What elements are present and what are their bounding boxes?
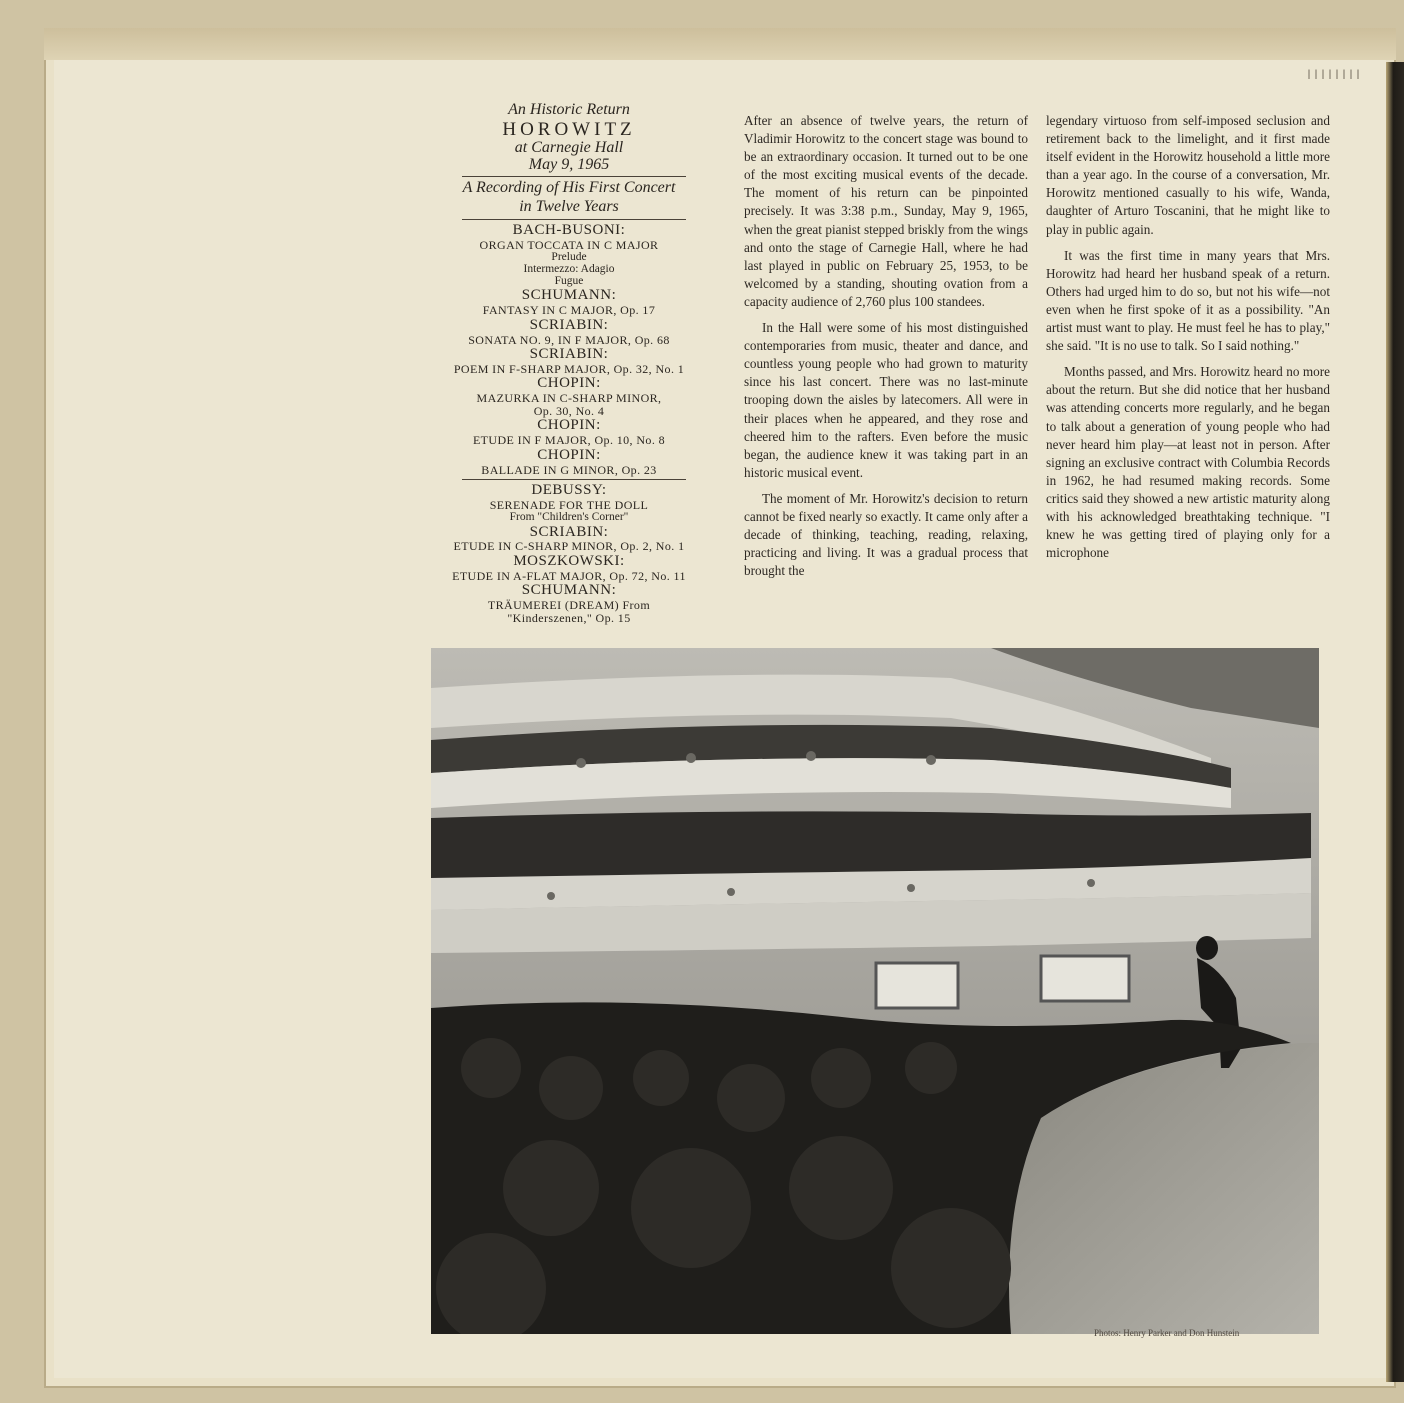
work-title: SONATA NO. 9, IN F MAJOR, Op. 68 [468,332,670,347]
work-title: POEM IN F-SHARP MAJOR, Op. 32, No. 1 [453,361,685,376]
divider [462,176,686,177]
work-title-cont: Op. 30, No. 4 [533,403,605,418]
concert-hall-photo [431,648,1319,1334]
composer: CHOPIN: [537,375,601,392]
movement: Intermezzo: Adagio [523,263,615,276]
title-artist: HOROWITZ [502,118,636,140]
composer: SCHUMANN: [521,582,617,599]
catalog-mark: |||||||| [1305,70,1362,81]
intermission-divider [462,479,686,480]
composer: CHOPIN: [537,417,601,434]
paragraph: legendary virtuoso from self-imposed seclusion and retirement back to the limelight, and it first made itself evident in the Horowitz household a little more than a year ago. In the course of a conversation, Mr. Horowitz mentioned casually to his wife, Wanda, daughter of Arturo Toscanini, that he might like to play in public again. [1046,113,1330,237]
paragraph: It was the first time in many years that Mrs. Horowitz had heard her husband speak of a return. Others had urged him to do so, but not his wife—not even when he first spoke of it as a possibility. "An artist must want to play. He must feel he has to play," she said. "It is no use to talk. So I said nothing." [1046,247,1330,354]
title-venue: at Carnegie Hall [514,138,624,156]
work-title: SERENADE FOR THE DOLL [489,497,649,512]
work-title: MAZURKA IN C-SHARP MINOR, [476,391,662,406]
composer: DEBUSSY: [531,482,607,499]
movement: Prelude [551,251,587,264]
subtitle-line-1: A Recording of His First Concert [462,179,676,197]
photo-credit: Photos: Henry Parker and Don Hunstein [1094,1328,1240,1338]
composer: SCHUMANN: [521,287,617,304]
title-date: May 9, 1965 [528,155,610,173]
title-line-1: An Historic Return [508,101,630,118]
work-title: BALLADE IN G MINOR, Op. 23 [481,462,657,477]
composer: SCRIABIN: [529,346,609,363]
paragraph: After an absence of twelve years, the return of Vladimir Horowitz to the concert stage was bound to be an extraordinary occasion. It turned out to be one of the most exciting musical events of the decade. The moment of his return can be pinpointed precisely. It was 3:38 p.m., Sunday, May 9, 1965, when the great pianist stepped briskly from the wings and onto the stage of Carnegie Hall, where he had last played in public on February 25, 1953, to be welcomed by a standing, shouting ovation from a capacity audience of 2,760 plus 100 standees. [744,113,1028,309]
work-title: FANTASY IN C MAJOR, Op. 17 [482,303,656,318]
composer: MOSZKOWSKI: [513,552,625,569]
liner-page [54,60,1386,1378]
program-listing [434,102,704,624]
work-title: ETUDE IN F MAJOR, Op. 10, No. 8 [472,433,666,448]
movement: Fugue [554,275,584,288]
paragraph: In the Hall were some of his most distinguished contemporaries from music, theater and dance, and countless young people who had grown to maturity since his last concert. There was no last-minute trooping down the aisles by latecomers. All were in their places when he appeared, and they rose and cheered him to the rafters. Even before the music began, the audience knew it was taking part in an historic musical event. [744,320,1028,480]
liner-notes-column-1 [744,112,1028,588]
work-title: ORGAN TOCCATA IN C MAJOR [479,237,659,252]
paragraph: Months passed, and Mrs. Horowitz heard no more about the return. But she did notice that her husband was attending concerts more regularly, and he began to talk about a generation of young people who had never heard him play—at least not in person. After signing an exclusive contract with Columbia Records in 1962, he had resumed making records. Some critics said they showed a new artistic maturity along with his acknowledged breathtaking technique. "I knew he was getting tired of playing only for a microphone [1046,364,1330,561]
composer: BACH-BUSONI: [512,221,626,238]
jacket-top-edge [44,28,1396,60]
divider [462,219,686,220]
photo-illustration [431,648,1319,1334]
work-title-cont: "Kinderszenen," Op. 15 [507,610,631,625]
composer: CHOPIN: [537,446,601,463]
composer: SCRIABIN: [529,316,609,333]
paragraph: The moment of Mr. Horowitz's decision to return cannot be fixed nearly so exactly. It came only after a decade of thinking, teaching, reading, relaxing, practicing and living. It was a gradual process that brought the [744,490,1028,579]
work-title: TRÄUMEREI (DREAM) From [487,597,651,612]
subtitle-line-2: in Twelve Years [519,198,619,216]
work-title: ETUDE IN C-SHARP MINOR, Op. 2, No. 1 [453,539,685,554]
work-title-cont: From "Children's Corner" [509,511,629,524]
composer: SCRIABIN: [529,523,609,540]
liner-notes-column-2 [1046,112,1330,570]
jacket-spine [1386,62,1404,1382]
work-title: ETUDE IN A-FLAT MAJOR, Op. 72, No. 11 [452,568,686,583]
